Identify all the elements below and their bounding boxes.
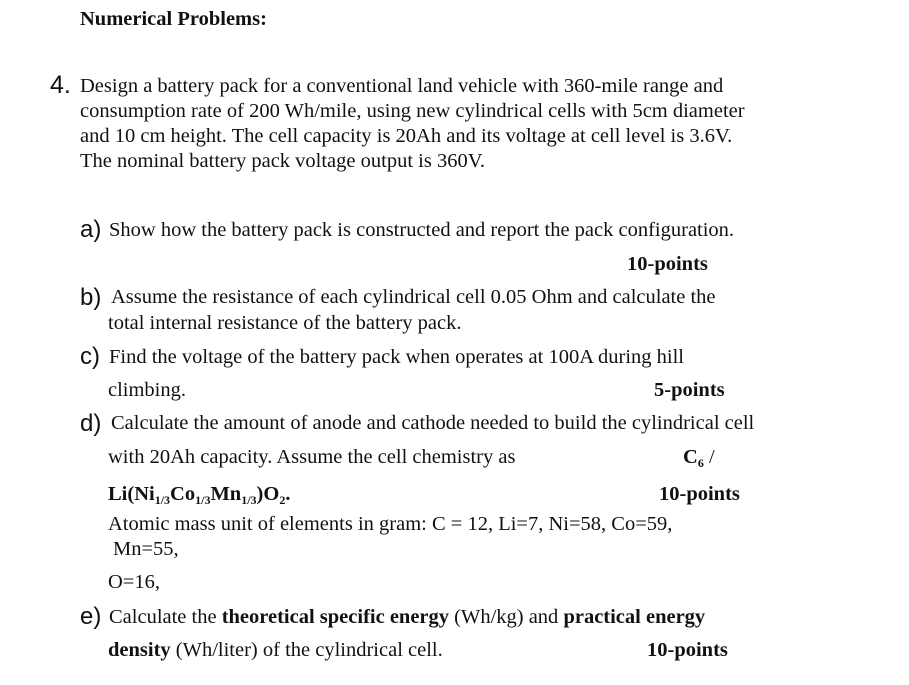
cathode-sub-2: 1/3 [195,493,211,507]
part-e-text-2: (Wh/kg) and [449,606,564,628]
part-c-line-1: Find the voltage of the battery pack when operates at 100A during hill [109,346,684,368]
part-e-text-3: (Wh/liter) of the cylindrical cell. [170,639,443,661]
part-c-line-2: climbing. [108,379,187,401]
part-e-bold-3: density [108,639,171,661]
mn-mass-line: Mn=55, [113,538,179,560]
cathode-li-ni: Li(Ni [108,483,155,505]
anode-slash: / [708,446,715,468]
problem-number: 4. [50,71,71,99]
part-d-label: d) [80,410,102,437]
part-e-bold-2: practical energy [563,606,706,628]
part-a-label: a) [80,216,102,243]
problem-line-3: and 10 cm height. The cell capacity is 20Ah and its voltage at cell level is 3.6V. [80,125,733,147]
section-title: Numerical Problems: [80,8,267,30]
anode-sub: 6 [697,456,704,470]
cathode-sub-3: 1/3 [241,493,257,507]
part-c-points: 5-points [654,379,725,401]
part-e-points: 10-points [647,639,728,661]
part-b-line-1: Assume the resistance of each cylindrical cell 0.05 Ohm and calculate the [111,286,716,308]
part-e-bold-1: theoretical specific energy [221,606,450,628]
problem-line-4: The nominal battery pack voltage output is 360V. [80,150,485,172]
cathode-mn: Mn [210,483,242,505]
part-c-label: c) [80,343,100,370]
part-b-line-2: total internal resistance of the battery pack. [108,312,462,334]
cathode-formula [108,482,290,506]
part-d-points: 10-points [659,483,740,505]
problem-line-2: consumption rate of 200 Wh/mile, using new cylindrical cells with 5cm diameter [80,100,745,122]
atomic-mass-line: Atomic mass unit of elements in gram: C = 12, Li=7, Ni=58, Co=59, [108,513,673,535]
part-e-line-1 [109,605,705,629]
part-a-text: Show how the battery pack is constructed and report the pack configuration. [109,219,735,241]
part-e-label: e) [80,603,102,630]
part-b-label: b) [80,284,102,311]
cathode-co: Co [170,483,196,505]
part-e-line-2 [108,638,443,662]
part-d-line-2: with 20Ah capacity. Assume the cell chemistry as [108,446,516,468]
part-a-points: 10-points [627,253,708,275]
cathode-o: )O [256,483,280,505]
cathode-end: . [285,483,291,505]
o-mass-line: O=16, [108,571,160,593]
cathode-sub-1: 1/3 [154,493,171,507]
problem-line-1: Design a battery pack for a conventional land vehicle with 360-mile range and [80,75,724,97]
part-e-text-1: Calculate the [109,606,222,628]
cathode-sub-4: 2 [279,493,286,507]
anode-c: C [683,446,698,468]
part-d-line-1: Calculate the amount of anode and cathode needed to build the cylindrical cell [111,412,755,434]
anode-formula [683,445,715,469]
